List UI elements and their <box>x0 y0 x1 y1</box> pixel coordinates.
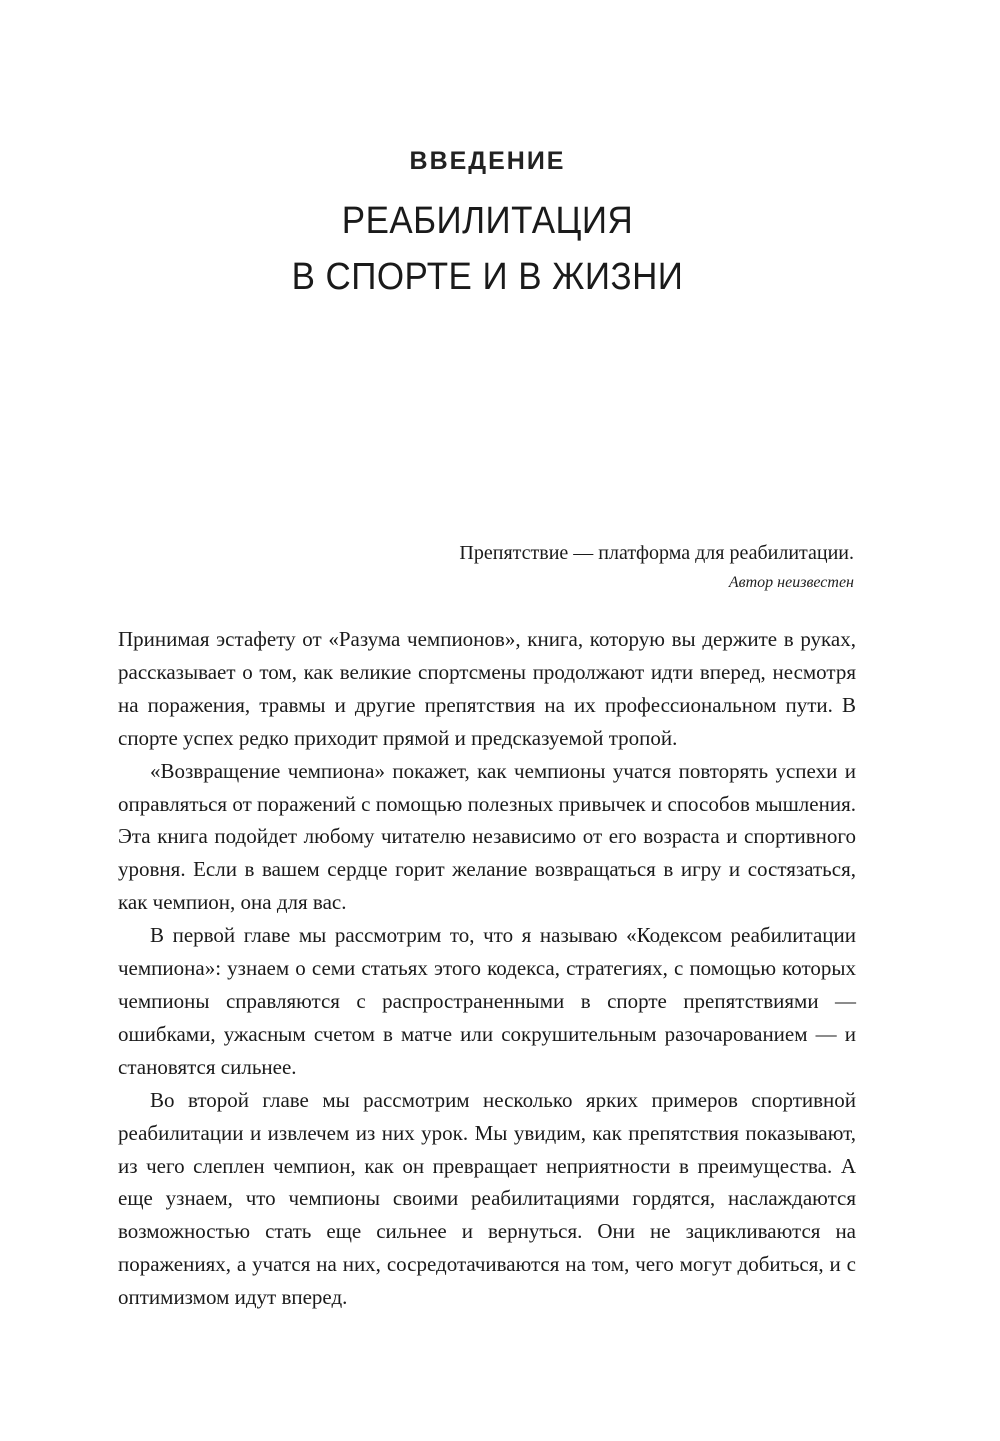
chapter-title-line-1: РЕАБИЛИТАЦИЯ <box>341 200 634 242</box>
epigraph-quote: Препятствие — платформа для реабилитации. <box>459 542 854 564</box>
body-text <box>118 623 856 1314</box>
paragraph-3: В первой главе мы рассмотрим то, что я называю «Кодексом реабилитации чемпиона»: узнаем о семи статьях этого кодекса, стратегиях, с помощью которых чемпионы справляются с распространенными в спорте препятствиями — ошибками, ужасным счетом в матче или сокрушительным разочарованием — и становятся сильнее. <box>118 923 856 1079</box>
epigraph <box>459 536 854 596</box>
paragraph-1: Принимая эстафету от «Разума чемпионов», книга, которую вы держите в руках, рассказывает о том, как великие спортсмены продолжают идти вперед, несмотря на поражения, травмы и другие препятствия на их профессиональном пути. В спорте успех редко приходит прямой и предсказуемой тропой. <box>118 627 856 750</box>
chapter-title-line-2: В СПОРТЕ И В ЖИЗНИ <box>291 256 684 298</box>
paragraph-4: Во второй главе мы рассмотрим несколько ярких примеров спортивной реабилитации и извлечем из них урок. Мы увидим, как препятствия показывают, из чего слеплен чемпион, как он превращает неприятности в преимущества. А еще узнаем, что чемпионы своими реабилитациями гордятся, наслаждаются возможностью стать еще сильнее и вернуться. Они не зацикливаются на поражениях, а учатся на них, сосредотачиваются на том, чего могут добиться, и с оптимизмом идут вперед. <box>118 1087 856 1310</box>
epigraph-author: Автор неизвестен <box>728 574 854 591</box>
chapter-title <box>39 193 936 305</box>
chapter-label: ВВЕДЕНИЕ <box>409 147 566 175</box>
paragraph-2: «Возвращение чемпиона» покажет, как чемпионы учатся повторять успехи и оправляться от поражений с помощью полезных привычек и способов мышления. Эта книга подойдет любому читателю независимо от его возраста и спортивного уровня. Если в вашем сердце горит желание возвращаться в игру и состязаться, как чемпион, она для вас. <box>118 758 856 915</box>
